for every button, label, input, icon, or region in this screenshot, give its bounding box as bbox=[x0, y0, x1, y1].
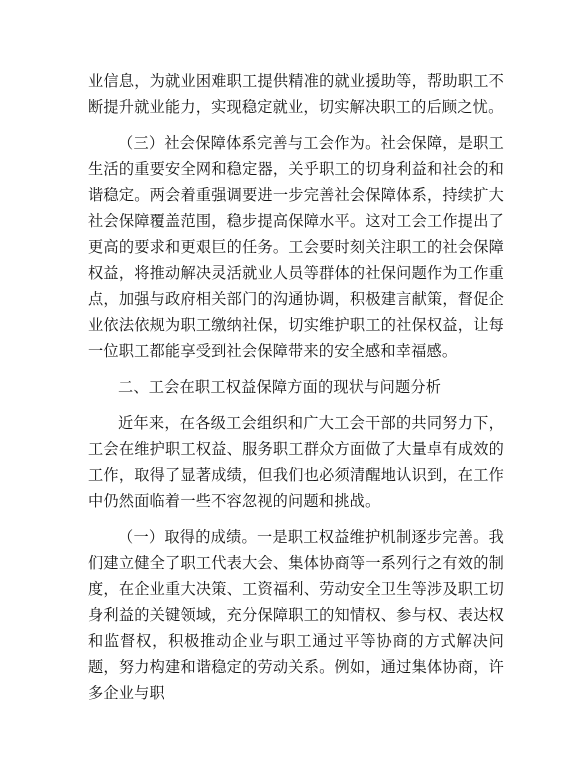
section-heading: 二、工会在职工权益保障方面的现状与问题分析 bbox=[118, 378, 442, 396]
paragraph-social-security: （三）社会保障体系完善与工会作为。社会保障，是职工生活的重要安全网和稳定器，关乎职工的切身利益和社会的和谐稳定。两会着重强调要进一步完善社会保障体系，持续扩大社会保障覆盖范围，稳步提高保障水平。这对工会工作提出了更高的要求和更艰巨的任务。工会要时刻关注职工的社会保障权益，将推动解决灵活就业人员等群体的社保问题作为工作重点，加强与政府相关部门的沟通协调，积极建言献策，督促企业依法依规为职工缴纳社保，切实维护职工的社保权益，让每一位职工都能享受到社会保障带来的安全感和幸福感。 bbox=[88, 134, 504, 360]
document-body bbox=[88, 68, 504, 706]
paragraph-achievements: （一）取得的成绩。一是职工权益维护机制逐步完善。我们建立健全了职工代表大会、集体协商等一系列行之有效的制度，在企业重大决策、工资福利、劳动安全卫生等涉及职工切身利益的关键领域，充分保障职工的知情权、参与权、表达权和监督权，积极推动企业与职工通过平等协商的方式解决问题，努力构建和谐稳定的劳动关系。例如，通过集体协商，许多企业与职 bbox=[88, 528, 504, 702]
paragraph-intro: 近年来，在各级工会组织和广大工会干部的共同努力下，工会在维护职工权益、服务职工群众方面做了大量卓有成效的工作，取得了显著成绩，但我们也必须清醒地认识到，在工作中仍然面临着一些不容忽视的问题和挑战。 bbox=[88, 414, 504, 510]
paragraph-continuation: 业信息，为就业困难职工提供精准的就业援助等，帮助职工不断提升就业能力，实现稳定就业，切实解决职工的后顾之忧。 bbox=[88, 72, 504, 116]
